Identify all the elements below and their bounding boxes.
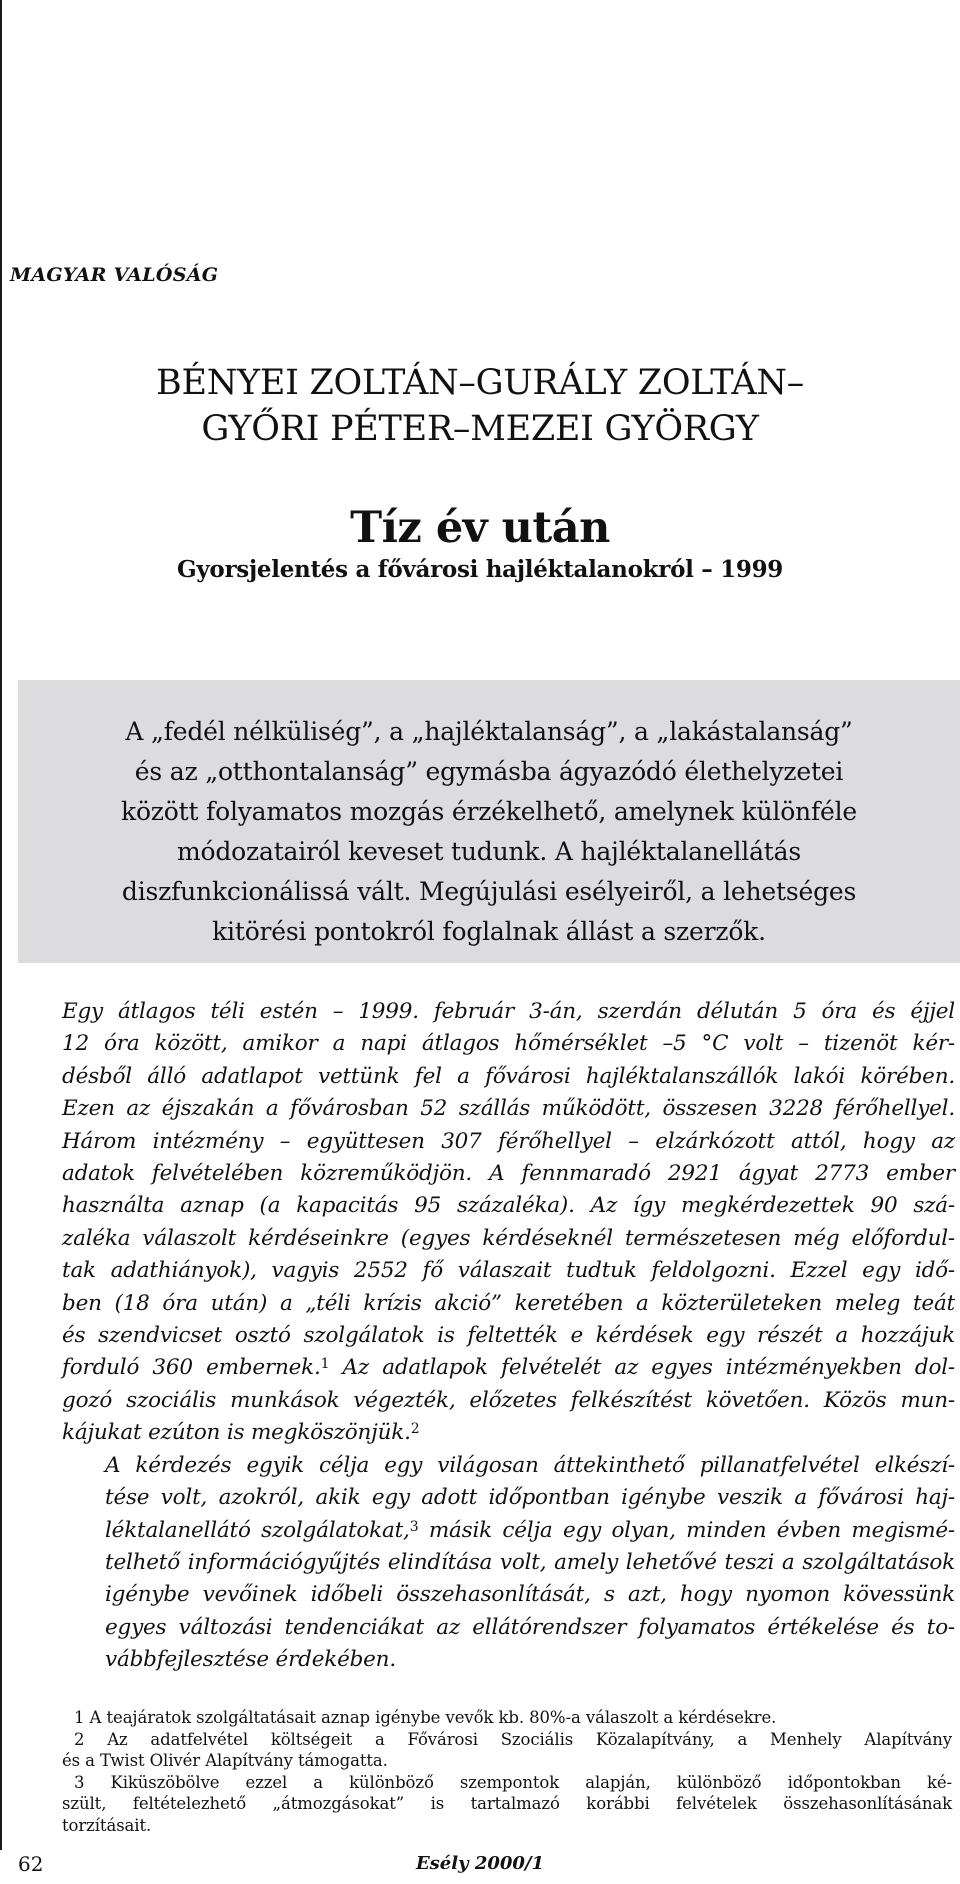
footnote-line: torzításait. bbox=[62, 1815, 152, 1835]
body-line: Három intézmény – együttesen 307 férőhellyel – elzárkózott attól, hogy az bbox=[62, 1128, 955, 1154]
footnote-line: 3 Kiküszöbölve ezzel a különböző szempontok alapján, különböző időpontokban ké- bbox=[74, 1772, 952, 1792]
body-line: ben (18 óra után) a „téli krízis akció” keretében a közterületeken meleg teát bbox=[62, 1290, 955, 1316]
body-line: désből álló adatlapot vettünk fel a fővárosi hajléktalanszállók lakói körében. bbox=[62, 1063, 955, 1089]
article-subtitle: Gyorsjelentés a fővárosi hajléktalanokról – 1999 bbox=[177, 556, 783, 583]
body-line: A kérdezés egyik célja egy világosan áttekinthető pillanatfelvétel elkészí- bbox=[105, 1452, 955, 1478]
abstract-line: kitörési pontokról foglalnak állást a szerzők. bbox=[212, 917, 766, 946]
abstract-line: között folyamatos mozgás érzékelhető, amelynek különféle bbox=[121, 797, 857, 826]
abstract bbox=[18, 712, 960, 952]
footnote-3 bbox=[62, 1772, 952, 1837]
footnote-1: 1 A teajáratok szolgáltatásait aznap igénybe vevők kb. 80%-a válaszolt a kérdésekre. bbox=[74, 1708, 777, 1727]
body-line bbox=[62, 1515, 955, 1547]
left-margin-rule bbox=[0, 0, 2, 1850]
body-line: vábbfejlesztése érdekében. bbox=[105, 1647, 396, 1673]
footnote-ref-3[interactable]: 3 bbox=[409, 1518, 419, 1535]
body-line: egyes változási tendenciákat az ellátórendszer folyamatos értékelése és to- bbox=[105, 1614, 955, 1640]
abstract-line: módozatairól keveset tudunk. A hajléktalanellátás bbox=[177, 837, 801, 866]
body-line: adatok felvételében közreműködjön. A fennmaradó 2921 ágyat 2773 ember bbox=[62, 1161, 955, 1187]
abstract-line: és az „otthontalanság” egymásba ágyazódó élethelyzetei bbox=[134, 757, 844, 786]
page-number: 62 bbox=[18, 1852, 44, 1876]
body-line: zaléka válaszolt kérdéseinkre (egyes kérdéseknél természetesen még előfordul- bbox=[62, 1225, 955, 1251]
footnote-line: szült, feltételezhető „átmozgásokat” is tartalmazó korábbi felvételek összehasonlításának bbox=[62, 1794, 952, 1813]
footnote-2 bbox=[62, 1729, 952, 1772]
author-line-1: BÉNYEI ZOLTÁN–GURÁLY ZOLTÁN– bbox=[156, 363, 804, 403]
body-line: 12 óra között, amikor a napi átlagos hőmérséklet –5 °C volt – tizenöt kér- bbox=[62, 1031, 955, 1057]
abstract-line: A „fedél nélküliség”, a „hajléktalanság”, a „lakástalanság” bbox=[125, 717, 853, 746]
body-line: igénybe vevőinek időbeli összehasonlítását, s azt, hogy nyomon kövessünk bbox=[105, 1582, 955, 1608]
article-title: Tíz év után bbox=[350, 503, 610, 553]
body-line: Egy átlagos téli estén – 1999. február 3-án, szerdán délután 5 óra és éjjel bbox=[62, 999, 955, 1024]
paragraph-2 bbox=[62, 1450, 955, 1677]
author-line-2: GYŐRI PÉTER–MEZEI GYÖRGY bbox=[201, 409, 759, 449]
body-text bbox=[62, 996, 955, 1677]
paragraph-1 bbox=[62, 996, 955, 1450]
author-list bbox=[0, 360, 960, 452]
body-line: telhető információgyűjtés elindítása volt, amely lehetővé teszi a szolgáltatások bbox=[105, 1549, 955, 1575]
body-line: és szendvicset osztó szolgálatok is feltették e kérdések egy részét a hozzájuk bbox=[62, 1323, 955, 1349]
body-line: használta aznap (a kapacitás 95 százaléka). Az így megkérdezettek 90 szá- bbox=[62, 1193, 955, 1219]
section-label: MAGYAR VALÓSÁG bbox=[10, 264, 219, 286]
footnote-line: és a Twist Olivér Alapítvány támogatta. bbox=[62, 1751, 388, 1770]
footnote-ref-1[interactable]: 1 bbox=[320, 1356, 330, 1373]
body-text-segment: Az adatlapok felvételét az egyes intézményekben dol- bbox=[342, 1355, 955, 1381]
body-text-segment: másik célja egy olyan, minden évben megismé- bbox=[428, 1517, 955, 1543]
footnote-line: 2 Az adatfelvétel költségeit a Fővárosi Szociális Közalapítvány, a Menhely Alapítvány bbox=[74, 1729, 952, 1749]
body-line: Ezen az éjszakán a fővárosban 52 szállás működött, összesen 3228 férőhellyel. bbox=[62, 1096, 955, 1122]
footnote-ref-2[interactable]: 2 bbox=[410, 1421, 420, 1438]
footnotes bbox=[62, 1707, 952, 1836]
journal-name: Esély 2000/1 bbox=[415, 1853, 545, 1874]
body-text-segment: kájukat ezúton is megköszönjük. bbox=[62, 1420, 411, 1446]
body-line: tak adathiányok), vagyis 2552 fő válaszait tudtuk feldolgozni. Ezzel egy idő- bbox=[62, 1258, 955, 1284]
abstract-line: diszfunkcionálissá vált. Megújulási esélyeiről, a lehetséges bbox=[121, 877, 857, 906]
body-text-segment: léktalanellátó szolgálatokat, bbox=[105, 1517, 410, 1543]
body-line: gozó szociális munkások végezték, előzetes felkészítést követően. Közös mun- bbox=[62, 1387, 955, 1413]
body-line: tése volt, azokról, akik egy adott időpontban igénybe veszik a fővárosi haj- bbox=[105, 1485, 955, 1511]
body-line bbox=[62, 1352, 955, 1384]
body-line bbox=[62, 1417, 955, 1449]
body-text-segment: forduló 360 embernek. bbox=[62, 1355, 321, 1381]
